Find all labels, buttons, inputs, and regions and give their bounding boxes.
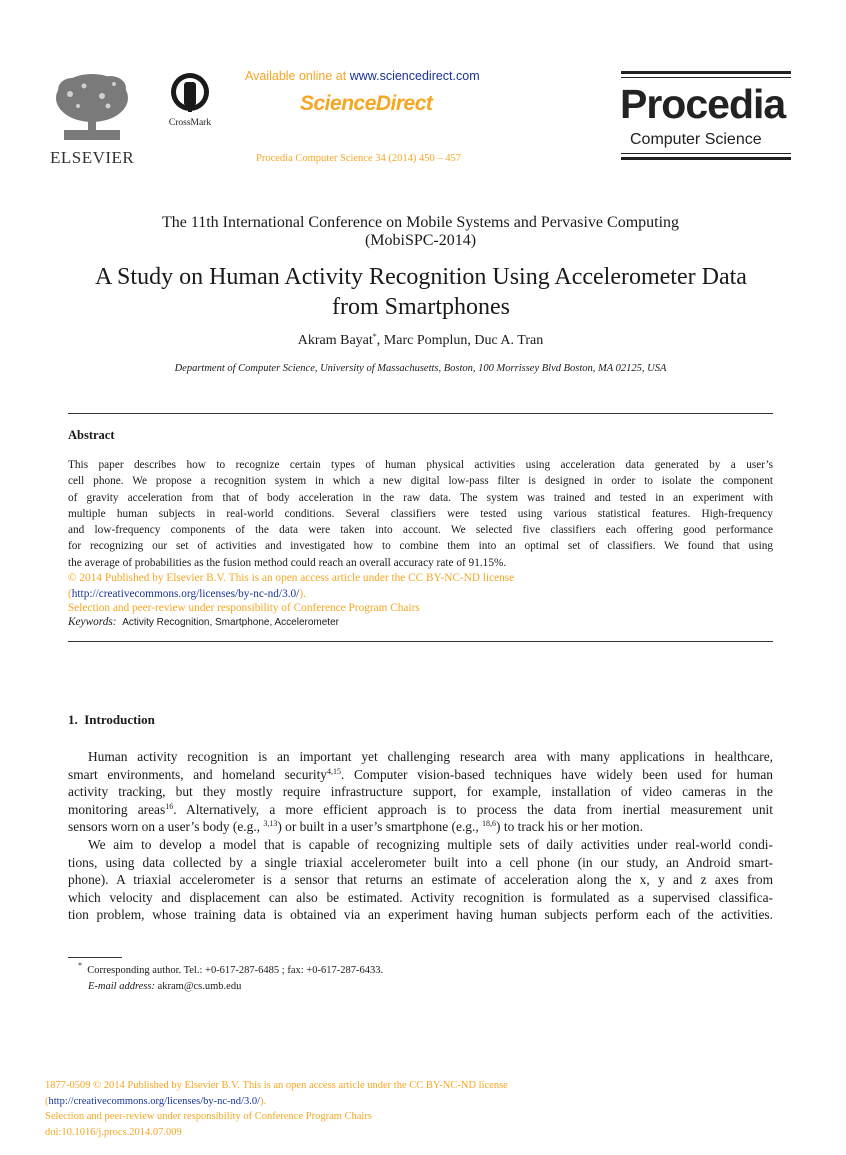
crossmark-button[interactable] xyxy=(160,70,220,126)
intro-text: sensors worn on a user’s body (e.g., xyxy=(68,819,264,835)
footnote-rule xyxy=(68,957,122,958)
footer-copyright: 1877-0509 © 2014 Published by Elsevier B.V. This is an open access article under the CC BY-NC-ND license xyxy=(45,1080,508,1091)
crossmark-label: CrossMark xyxy=(168,118,212,128)
citation: 4,15 xyxy=(326,766,341,776)
intro-text: . Computer vision-based techniques have widely been used for human xyxy=(340,766,773,782)
citation: 3,13 xyxy=(263,819,278,829)
author-first: Akram Bayat xyxy=(297,333,373,348)
intro-text: . Alternatively, a more efficient approach is to process the data from inertial measurement unit xyxy=(173,801,773,817)
license-close-paren: ). xyxy=(299,587,306,600)
footer-peer-review: Selection and peer-review under responsibility of Conference Program Chairs xyxy=(45,1111,372,1122)
footer-license-link[interactable]: http://creativecommons.org/licenses/by-nc-nd/3.0/ xyxy=(48,1095,261,1107)
citation: 16 xyxy=(165,801,174,811)
elsevier-tree-logo xyxy=(50,68,134,148)
intro-text: ) to track his or her motion. xyxy=(496,819,643,835)
journal-citation: Procedia Computer Science 34 (2014) 450 – 457 xyxy=(256,153,461,164)
email-label: E-mail address: xyxy=(88,980,155,992)
intro-text: smart environments, and homeland security xyxy=(68,766,327,782)
intro-heading: 1. Introduction xyxy=(68,712,155,727)
abstract-line: multiple human subjects in real-world conditions. Several classifiers were tested using various statistical features. High-frequency xyxy=(68,507,773,520)
footnote xyxy=(78,963,678,994)
corresponding-marker: * xyxy=(372,332,377,341)
sciencedirect-logo: ScienceDirect xyxy=(300,92,433,115)
procedia-logo: Procedia xyxy=(620,81,786,127)
conference-line1: The 11th International Conference on Mobile Systems and Pervasive Computing xyxy=(161,214,680,231)
intro-text: ) or built in a user’s smartphone (e.g., xyxy=(277,819,483,835)
available-online xyxy=(245,69,545,83)
procedia-logo-sub: Computer Science xyxy=(630,131,762,148)
authors xyxy=(68,333,773,349)
abstract-rule-top xyxy=(68,413,773,414)
abstract-line: the average of probabilities as the fusion method could reach an overall accuracy rate of 91.15%. xyxy=(68,556,507,569)
intro-line xyxy=(68,766,773,784)
abstract-rule-bottom xyxy=(68,641,773,642)
available-online-prefix: Available online at xyxy=(245,69,350,83)
abstract-line: This paper describes how to recognize certain types of human physical activities using acceleration data generated by a user’s xyxy=(68,459,773,471)
keywords-label: Keywords: xyxy=(68,615,117,628)
intro-line: phone). A triaxial accelerometer is a sensor that returns an estimate of acceleration along the x, y and z axes from xyxy=(68,872,773,888)
conference-name xyxy=(68,214,773,250)
footnote-line1 xyxy=(78,963,678,979)
intro-line xyxy=(68,818,773,836)
abstract-line: and low-frequency components of the data were taken into account. We selected five classifiers each offering good performance xyxy=(68,524,773,537)
intro-line: Human activity recognition is an important yet challenging research area with many applications in healthcare, xyxy=(88,749,773,764)
intro-line: activity tracking, but they mostly require infrastructure support, for example, installation of video cameras in the xyxy=(68,784,773,800)
abstract-line: for recognizing our set of activities and investigated how to combine them into an optimal set of classifiers. We found that using xyxy=(68,540,773,553)
title-line2: from Smartphones xyxy=(332,294,510,320)
affiliation: Department of Computer Science, University of Massachusetts, Boston, 100 Morrissey Blvd Boston, MA 02125, USA xyxy=(174,363,667,374)
license-open-paren: ( xyxy=(68,587,72,600)
intro-line: We aim to develop a model that is capable of recognizing multiple sets of daily activities under real-world condi- xyxy=(88,836,773,852)
citation: 18,6 xyxy=(482,819,497,829)
intro-line: which velocity and displacement can also be estimated. Activity recognition is formulated as a supervised classifica- xyxy=(68,889,773,905)
procedia-logo-rule-bottom xyxy=(621,153,791,154)
abstract-heading: Abstract xyxy=(68,428,115,442)
abstract-body xyxy=(68,457,773,629)
intro-line: tions, using data collected by a single triaxial accelerometer built into a cell phone (in our study, an Android smart- xyxy=(68,854,773,870)
intro-line xyxy=(68,801,773,819)
paper-title xyxy=(40,262,802,322)
procedia-logo-rule-bottom2 xyxy=(621,157,791,160)
footnote-text: Corresponding author. Tel.: +0-617-287-6485 ; fax: +0-617-287-6433. xyxy=(87,965,384,976)
sciencedirect-link[interactable]: www.sciencedirect.com xyxy=(349,69,480,83)
email-address[interactable]: akram@cs.umb.edu xyxy=(157,980,242,992)
footer-doi[interactable]: doi:10.1016/j.procs.2014.07.009 xyxy=(45,1126,182,1138)
crossmark-icon xyxy=(160,70,220,114)
intro-line: tion problem, whose training data is obtained via an experiment having human subjects perform each of the activities. xyxy=(68,907,773,923)
keywords xyxy=(68,616,773,629)
footer-open-paren: ( xyxy=(45,1095,49,1107)
intro-paragraph-1 xyxy=(68,748,773,924)
intro-text: monitoring areas xyxy=(68,801,166,817)
procedia-logo-rule-top xyxy=(621,71,791,74)
footer-close-paren: ). xyxy=(260,1095,267,1107)
page-footer xyxy=(45,1078,665,1140)
footnote-line2 xyxy=(78,979,678,995)
keywords-value: Activity Recognition, Smartphone, Accelerometer xyxy=(122,616,339,628)
footnote-marker: * xyxy=(78,961,82,970)
abstract-copyright: © 2014 Published by Elsevier B.V. This is an open access article under the CC BY-NC-ND license xyxy=(68,572,515,585)
author-rest: , Marc Pomplun, Duc A. Tran xyxy=(376,333,544,348)
title-line1: A Study on Human Activity Recognition Using Accelerometer Data xyxy=(95,264,747,290)
abstract-line: cell phone. We propose a recognition system in which a new digital low-pass filter is designed in order to isolate the component xyxy=(68,475,773,488)
abstract-license xyxy=(68,587,773,603)
abstract-license-link[interactable]: http://creativecommons.org/licenses/by-nc-nd/3.0/ xyxy=(71,587,300,600)
elsevier-wordmark: ELSEVIER xyxy=(50,148,135,167)
abstract-peer-review: Selection and peer-review under responsibility of Conference Program Chairs xyxy=(68,602,420,615)
abstract-line: of gravity acceleration from that of body acceleration in the raw data. The system was trained and tested in an experiment with xyxy=(68,491,773,504)
footer-license xyxy=(45,1094,665,1110)
conference-line2: (MobiSPC-2014) xyxy=(364,232,477,249)
procedia-logo-rule-top2 xyxy=(621,77,791,78)
